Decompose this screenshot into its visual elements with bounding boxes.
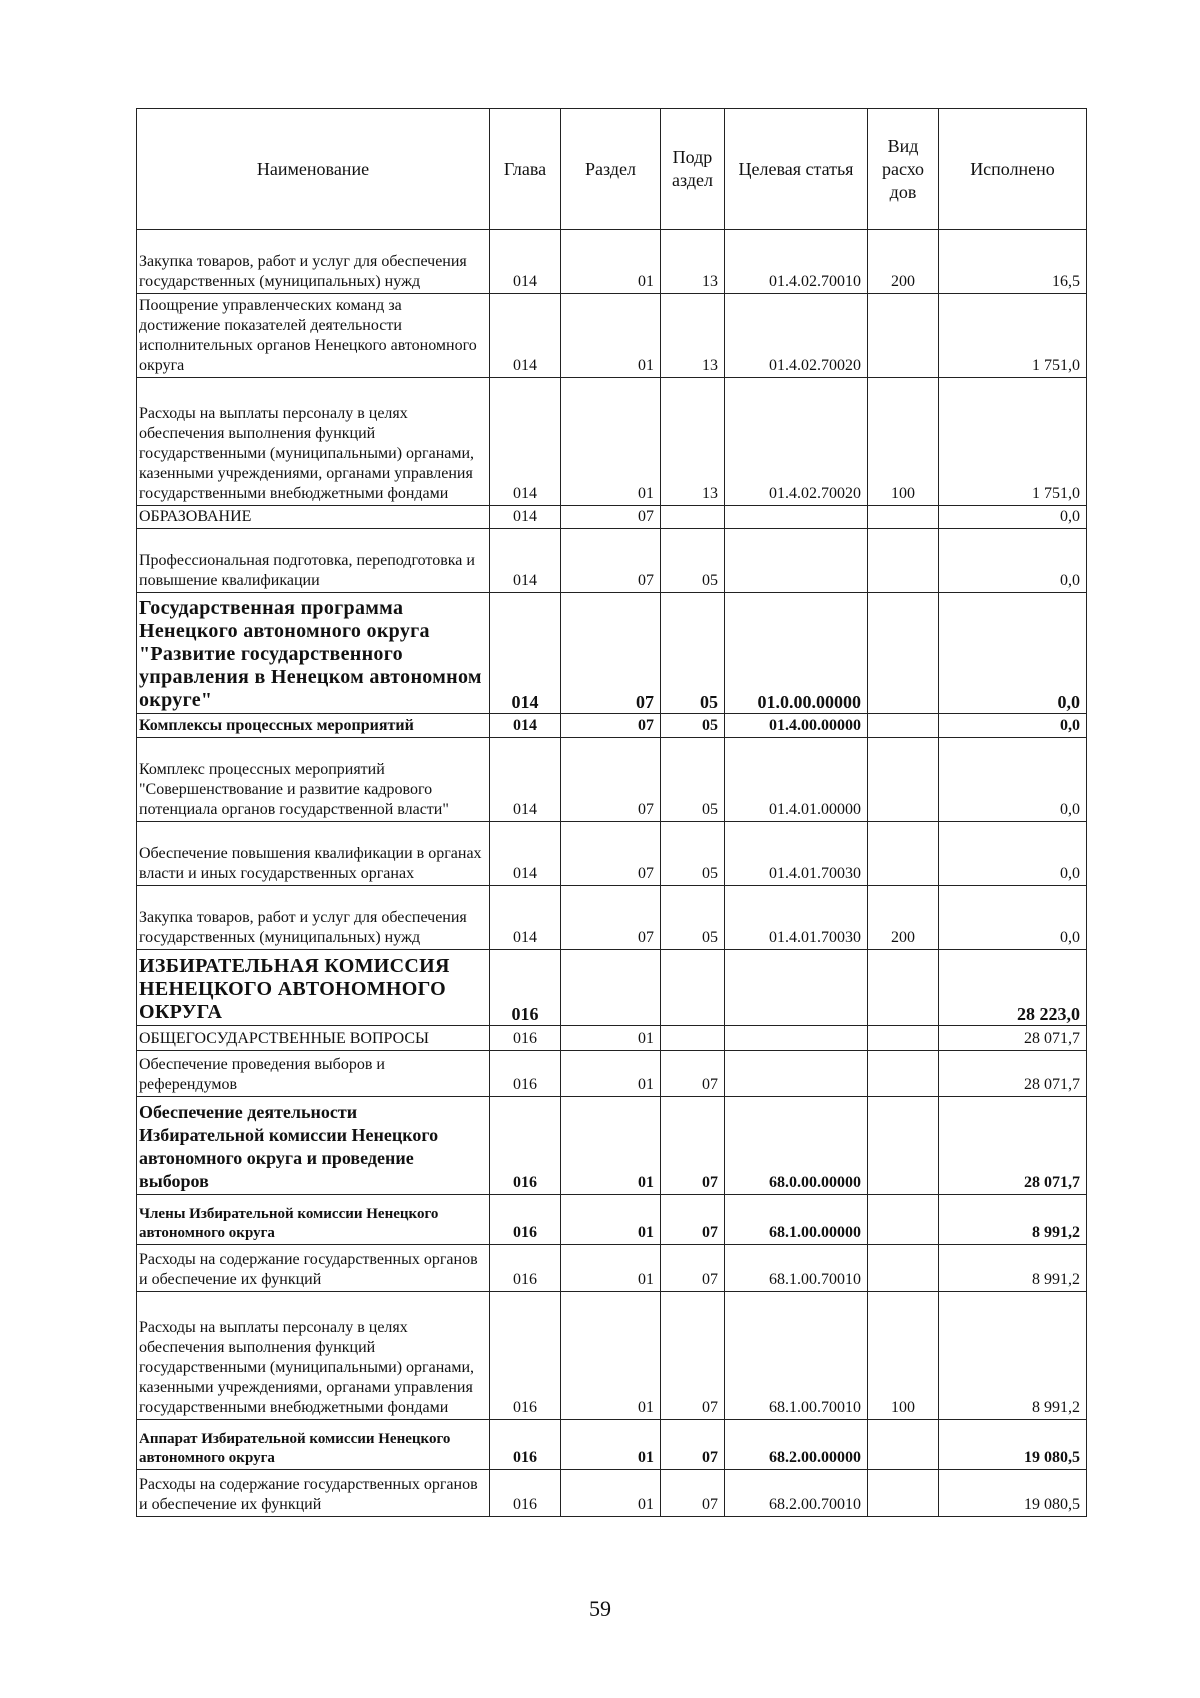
- row-ispolneno: 19 080,5: [939, 1470, 1087, 1517]
- row-podrazdel: 05: [661, 886, 725, 950]
- row-tselevaya-statya: 01.4.01.70030: [725, 822, 868, 886]
- row-vid-raskhodov: 100: [868, 378, 939, 506]
- row-razdel: 01: [561, 230, 661, 294]
- row-ispolneno: 28 071,7: [939, 1051, 1087, 1097]
- table-header-row: [137, 109, 1087, 230]
- table-row: [137, 950, 1087, 1026]
- row-vid-raskhodov: [868, 593, 939, 714]
- row-ispolneno: 19 080,5: [939, 1420, 1087, 1470]
- header-razdel: Раздел: [561, 109, 661, 230]
- row-ispolneno: 28 071,7: [939, 1026, 1087, 1051]
- row-vid-raskhodov: [868, 1051, 939, 1097]
- row-podrazdel: [661, 1026, 725, 1051]
- row-vid-raskhodov: [868, 822, 939, 886]
- row-vid-raskhodov: [868, 294, 939, 378]
- row-razdel: 01: [561, 1195, 661, 1245]
- row-name: Закупка товаров, работ и услуг для обеспечения государственных (муниципальных) нужд: [137, 230, 490, 294]
- table-row: [137, 529, 1087, 593]
- row-podrazdel: [661, 506, 725, 529]
- row-podrazdel: 05: [661, 738, 725, 822]
- row-glava: 014: [490, 714, 561, 738]
- row-glava: 014: [490, 294, 561, 378]
- table-row: [137, 1245, 1087, 1292]
- row-tselevaya-statya: 68.0.00.00000: [725, 1097, 868, 1195]
- table-row: [137, 1097, 1087, 1195]
- row-name: Комплекс процессных мероприятий "Совершенствование и развитие кадрового потенциала органов государственной власти": [137, 738, 490, 822]
- table-row: [137, 1026, 1087, 1051]
- row-name: Обеспечение повышения квалификации в органах власти и иных государственных органах: [137, 822, 490, 886]
- row-glava: 016: [490, 950, 561, 1026]
- row-razdel: 01: [561, 294, 661, 378]
- row-podrazdel: 07: [661, 1245, 725, 1292]
- row-vid-raskhodov: [868, 1470, 939, 1517]
- row-tselevaya-statya: 68.2.00.00000: [725, 1420, 868, 1470]
- row-ispolneno: 16,5: [939, 230, 1087, 294]
- row-vid-raskhodov: [868, 950, 939, 1026]
- row-ispolneno: 28 071,7: [939, 1097, 1087, 1195]
- row-razdel: 07: [561, 822, 661, 886]
- table-row: [137, 593, 1087, 714]
- table-row: [137, 1292, 1087, 1420]
- header-podrazdel: Подр аздел: [661, 109, 725, 230]
- row-tselevaya-statya: 01.4.02.70020: [725, 378, 868, 506]
- row-razdel: [561, 950, 661, 1026]
- row-name: Комплексы процессных мероприятий: [137, 714, 490, 738]
- table-row: [137, 506, 1087, 529]
- row-name: Расходы на содержание государственных органов и обеспечение их функций: [137, 1470, 490, 1517]
- row-razdel: 07: [561, 529, 661, 593]
- row-vid-raskhodov: 100: [868, 1292, 939, 1420]
- row-glava: 014: [490, 506, 561, 529]
- row-tselevaya-statya: 01.4.00.00000: [725, 714, 868, 738]
- row-name: Закупка товаров, работ и услуг для обеспечения государственных (муниципальных) нужд: [137, 886, 490, 950]
- row-razdel: 07: [561, 738, 661, 822]
- row-name: Аппарат Избирательной комиссии Ненецкого автономного округа: [137, 1420, 490, 1470]
- row-podrazdel: 05: [661, 822, 725, 886]
- row-vid-raskhodov: [868, 1195, 939, 1245]
- row-podrazdel: 05: [661, 593, 725, 714]
- row-vid-raskhodov: 200: [868, 886, 939, 950]
- row-tselevaya-statya: [725, 950, 868, 1026]
- row-razdel: 01: [561, 1292, 661, 1420]
- row-glava: 016: [490, 1420, 561, 1470]
- row-razdel: 01: [561, 1420, 661, 1470]
- header-vid-raskhodov: Вид расхо дов: [868, 109, 939, 230]
- row-vid-raskhodov: [868, 506, 939, 529]
- row-ispolneno: 28 223,0: [939, 950, 1087, 1026]
- table-row: [137, 738, 1087, 822]
- row-vid-raskhodov: 200: [868, 230, 939, 294]
- row-tselevaya-statya: 01.0.00.00000: [725, 593, 868, 714]
- row-glava: 016: [490, 1026, 561, 1051]
- header-ispolneno: Исполнено: [939, 109, 1087, 230]
- row-tselevaya-statya: 01.4.02.70020: [725, 294, 868, 378]
- table-row: [137, 822, 1087, 886]
- row-glava: 016: [490, 1245, 561, 1292]
- row-name: Обеспечение проведения выборов и референдумов: [137, 1051, 490, 1097]
- row-vid-raskhodov: [868, 529, 939, 593]
- row-ispolneno: 1 751,0: [939, 378, 1087, 506]
- row-name: Профессиональная подготовка, переподготовка и повышение квалификации: [137, 529, 490, 593]
- row-tselevaya-statya: 68.1.00.70010: [725, 1245, 868, 1292]
- row-ispolneno: 0,0: [939, 886, 1087, 950]
- row-razdel: 01: [561, 1245, 661, 1292]
- expenditure-table: [136, 108, 1087, 1517]
- row-tselevaya-statya: [725, 1051, 868, 1097]
- row-name: Обеспечение деятельности Избирательной комиссии Ненецкого автономного округа и проведение выборов: [137, 1097, 490, 1195]
- row-ispolneno: 1 751,0: [939, 294, 1087, 378]
- row-ispolneno: 0,0: [939, 506, 1087, 529]
- row-razdel: 01: [561, 1470, 661, 1517]
- table-row: [137, 294, 1087, 378]
- header-tselevaya-statya: Целевая статья: [725, 109, 868, 230]
- row-tselevaya-statya: 01.4.01.00000: [725, 738, 868, 822]
- row-ispolneno: 0,0: [939, 738, 1087, 822]
- row-glava: 016: [490, 1470, 561, 1517]
- row-name: Государственная программа Ненецкого автономного округа "Развитие государственного управления в Ненецком автономном округе": [137, 593, 490, 714]
- row-podrazdel: 07: [661, 1097, 725, 1195]
- table-row: [137, 886, 1087, 950]
- table-row: [137, 1420, 1087, 1470]
- row-vid-raskhodov: [868, 1420, 939, 1470]
- row-glava: 016: [490, 1292, 561, 1420]
- row-ispolneno: 0,0: [939, 714, 1087, 738]
- row-razdel: 01: [561, 1097, 661, 1195]
- row-ispolneno: 0,0: [939, 529, 1087, 593]
- row-ispolneno: 8 991,2: [939, 1292, 1087, 1420]
- row-glava: 014: [490, 822, 561, 886]
- row-tselevaya-statya: 68.2.00.70010: [725, 1470, 868, 1517]
- row-name: ОБРАЗОВАНИЕ: [137, 506, 490, 529]
- row-podrazdel: 07: [661, 1420, 725, 1470]
- row-name: Члены Избирательной комиссии Ненецкого автономного округа: [137, 1195, 490, 1245]
- row-name: Расходы на выплаты персоналу в целях обеспечения выполнения функций государственными (муниципальными) органами, казенными учреждениями, органами управления государственными внебюджетными фондами: [137, 378, 490, 506]
- row-ispolneno: 0,0: [939, 822, 1087, 886]
- row-vid-raskhodov: [868, 714, 939, 738]
- row-name: ИЗБИРАТЕЛЬНАЯ КОМИССИЯ НЕНЕЦКОГО АВТОНОМНОГО ОКРУГА: [137, 950, 490, 1026]
- row-razdel: 07: [561, 886, 661, 950]
- row-razdel: 01: [561, 1026, 661, 1051]
- table-row: [137, 378, 1087, 506]
- row-podrazdel: 05: [661, 714, 725, 738]
- row-tselevaya-statya: 68.1.00.00000: [725, 1195, 868, 1245]
- row-name: ОБЩЕГОСУДАРСТВЕННЫЕ ВОПРОСЫ: [137, 1026, 490, 1051]
- row-tselevaya-statya: [725, 529, 868, 593]
- row-glava: 014: [490, 230, 561, 294]
- row-razdel: 07: [561, 506, 661, 529]
- row-ispolneno: 8 991,2: [939, 1195, 1087, 1245]
- row-razdel: 01: [561, 1051, 661, 1097]
- row-podrazdel: 13: [661, 294, 725, 378]
- page-number: 59: [589, 1596, 611, 1621]
- row-glava: 016: [490, 1097, 561, 1195]
- header-glava: Глава: [490, 109, 561, 230]
- row-vid-raskhodov: [868, 1026, 939, 1051]
- row-ispolneno: 8 991,2: [939, 1245, 1087, 1292]
- row-name: Расходы на содержание государственных органов и обеспечение их функций: [137, 1245, 490, 1292]
- row-podrazdel: 07: [661, 1051, 725, 1097]
- row-podrazdel: [661, 950, 725, 1026]
- row-razdel: 07: [561, 593, 661, 714]
- table-row: [137, 1051, 1087, 1097]
- row-name: Расходы на выплаты персоналу в целях обеспечения выполнения функций государственными (муниципальными) органами, казенными учреждениями, органами управления государственными внебюджетными фондами: [137, 1292, 490, 1420]
- row-glava: 014: [490, 378, 561, 506]
- row-tselevaya-statya: [725, 1026, 868, 1051]
- row-podrazdel: 13: [661, 230, 725, 294]
- row-podrazdel: 05: [661, 529, 725, 593]
- row-tselevaya-statya: 68.1.00.70010: [725, 1292, 868, 1420]
- table-body: [137, 230, 1087, 1517]
- row-tselevaya-statya: [725, 506, 868, 529]
- row-glava: 014: [490, 529, 561, 593]
- row-podrazdel: 07: [661, 1292, 725, 1420]
- row-glava: 014: [490, 738, 561, 822]
- row-name: Поощрение управленческих команд за достижение показателей деятельности исполнительных органов Ненецкого автономного округа: [137, 294, 490, 378]
- row-vid-raskhodov: [868, 738, 939, 822]
- row-glava: 016: [490, 1195, 561, 1245]
- row-tselevaya-statya: 01.4.01.70030: [725, 886, 868, 950]
- row-vid-raskhodov: [868, 1097, 939, 1195]
- row-glava: 014: [490, 886, 561, 950]
- table-row: [137, 230, 1087, 294]
- row-tselevaya-statya: 01.4.02.70010: [725, 230, 868, 294]
- row-ispolneno: 0,0: [939, 593, 1087, 714]
- table-row: [137, 1470, 1087, 1517]
- row-glava: 014: [490, 593, 561, 714]
- row-razdel: 07: [561, 714, 661, 738]
- table-row: [137, 714, 1087, 738]
- row-vid-raskhodov: [868, 1245, 939, 1292]
- table-row: [137, 1195, 1087, 1245]
- row-razdel: 01: [561, 378, 661, 506]
- row-podrazdel: 07: [661, 1195, 725, 1245]
- row-glava: 016: [490, 1051, 561, 1097]
- row-podrazdel: 07: [661, 1470, 725, 1517]
- row-podrazdel: 13: [661, 378, 725, 506]
- header-name: Наименование: [137, 109, 490, 230]
